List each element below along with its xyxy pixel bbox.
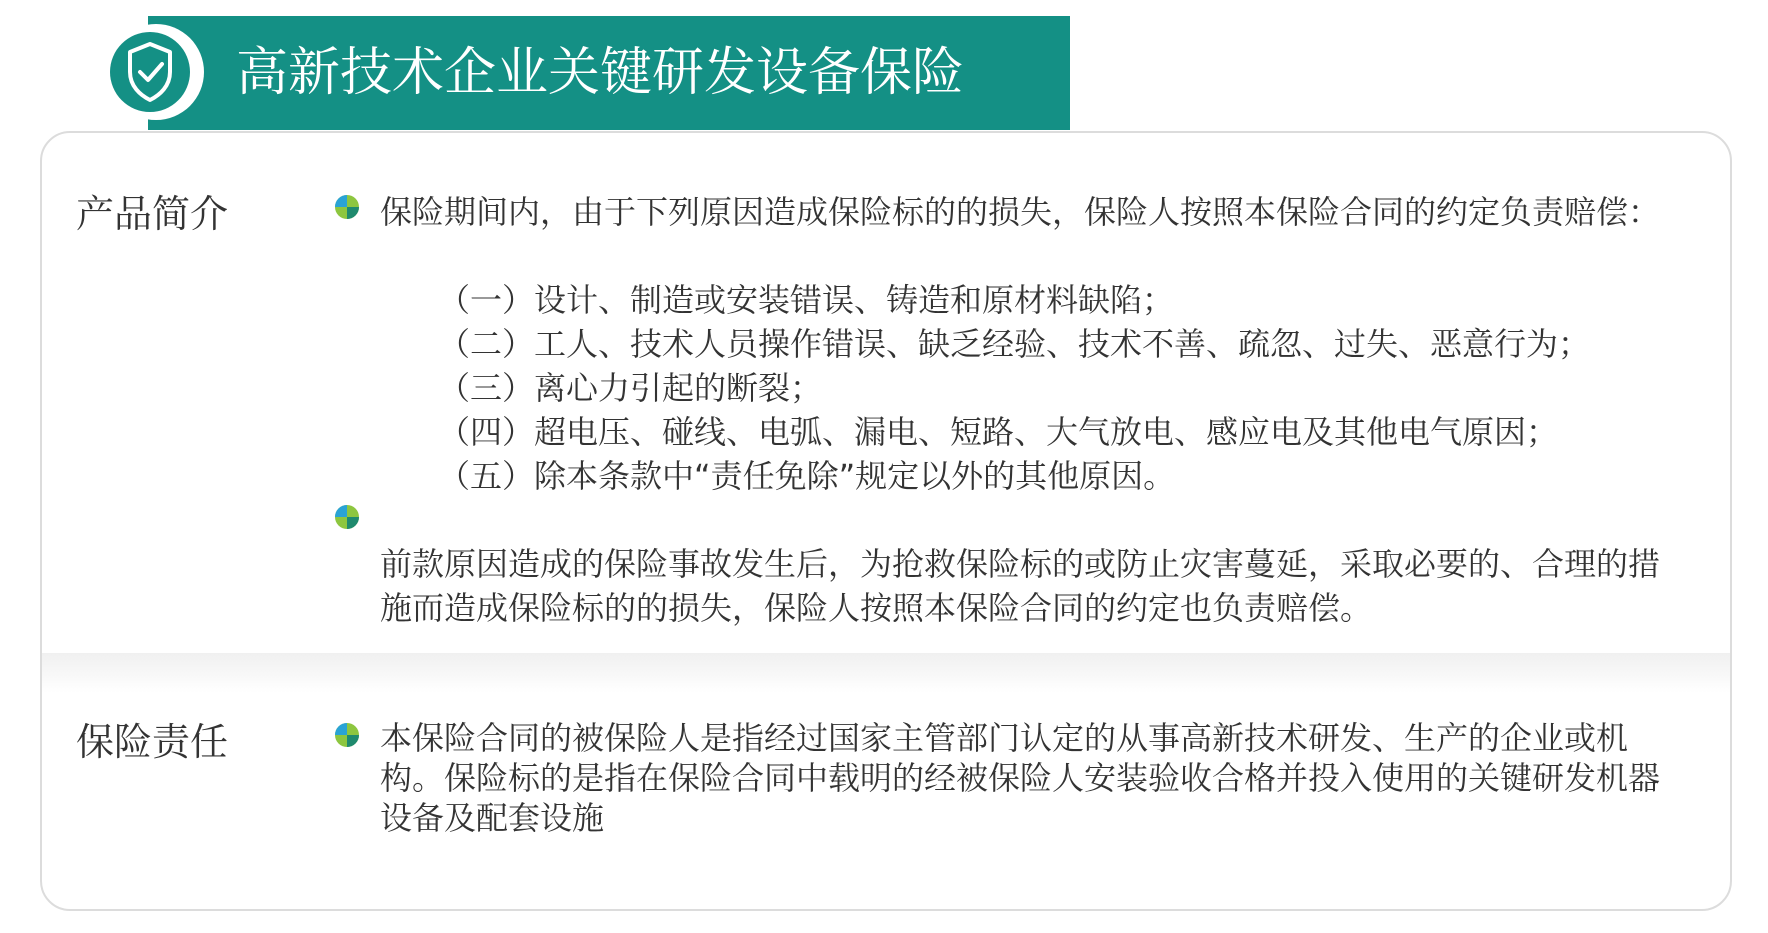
list-item: （二）工人、技术人员操作错误、缺乏经验、技术不善、疏忽、过失、恶意行为；	[438, 325, 1591, 363]
list-item: （一）设计、制造或安装错误、铸造和原材料缺陷；	[438, 281, 1175, 319]
list-item: （三）离心力引起的断裂；	[438, 369, 823, 407]
list-item: （四）超电压、碰线、电弧、漏电、短路、大气放电、感应电及其他电气原因；	[438, 413, 1559, 451]
intro-paragraph-1: 保险期间内，由于下列原因造成保险标的的损失，保险人按照本保险合同的约定负责赔偿：	[380, 193, 1661, 231]
page-title: 高新技术企业关键研发设备保险	[236, 43, 965, 103]
sphere-bullet-icon	[334, 722, 360, 748]
sphere-bullet-icon	[334, 194, 360, 220]
section-label-liability: 保险责任	[76, 720, 229, 764]
intro-paragraph-2: 前款原因造成的保险事故发生后，为抢救保险标的或防止灾害蔓延，采取必要的、合理的措施而造成保险标的的损失，保险人按照本保险合同的约定也负责赔偿。	[380, 545, 1661, 627]
shield-check-icon	[106, 22, 206, 122]
sphere-bullet-icon	[334, 504, 360, 530]
section-divider	[42, 653, 1730, 693]
list-item: （五）除本条款中“责任免除”规定以外的其他原因。	[438, 457, 1176, 495]
section-label-intro: 产品简介	[76, 192, 229, 236]
liability-paragraph: 本保险合同的被保险人是指经过国家主管部门认定的从事高新技术研发、生产的企业或机构。保险标的是指在保险合同中载明的经被保险人安装验收合格并投入使用的关键研发机器设备及配套设施	[380, 719, 1661, 837]
